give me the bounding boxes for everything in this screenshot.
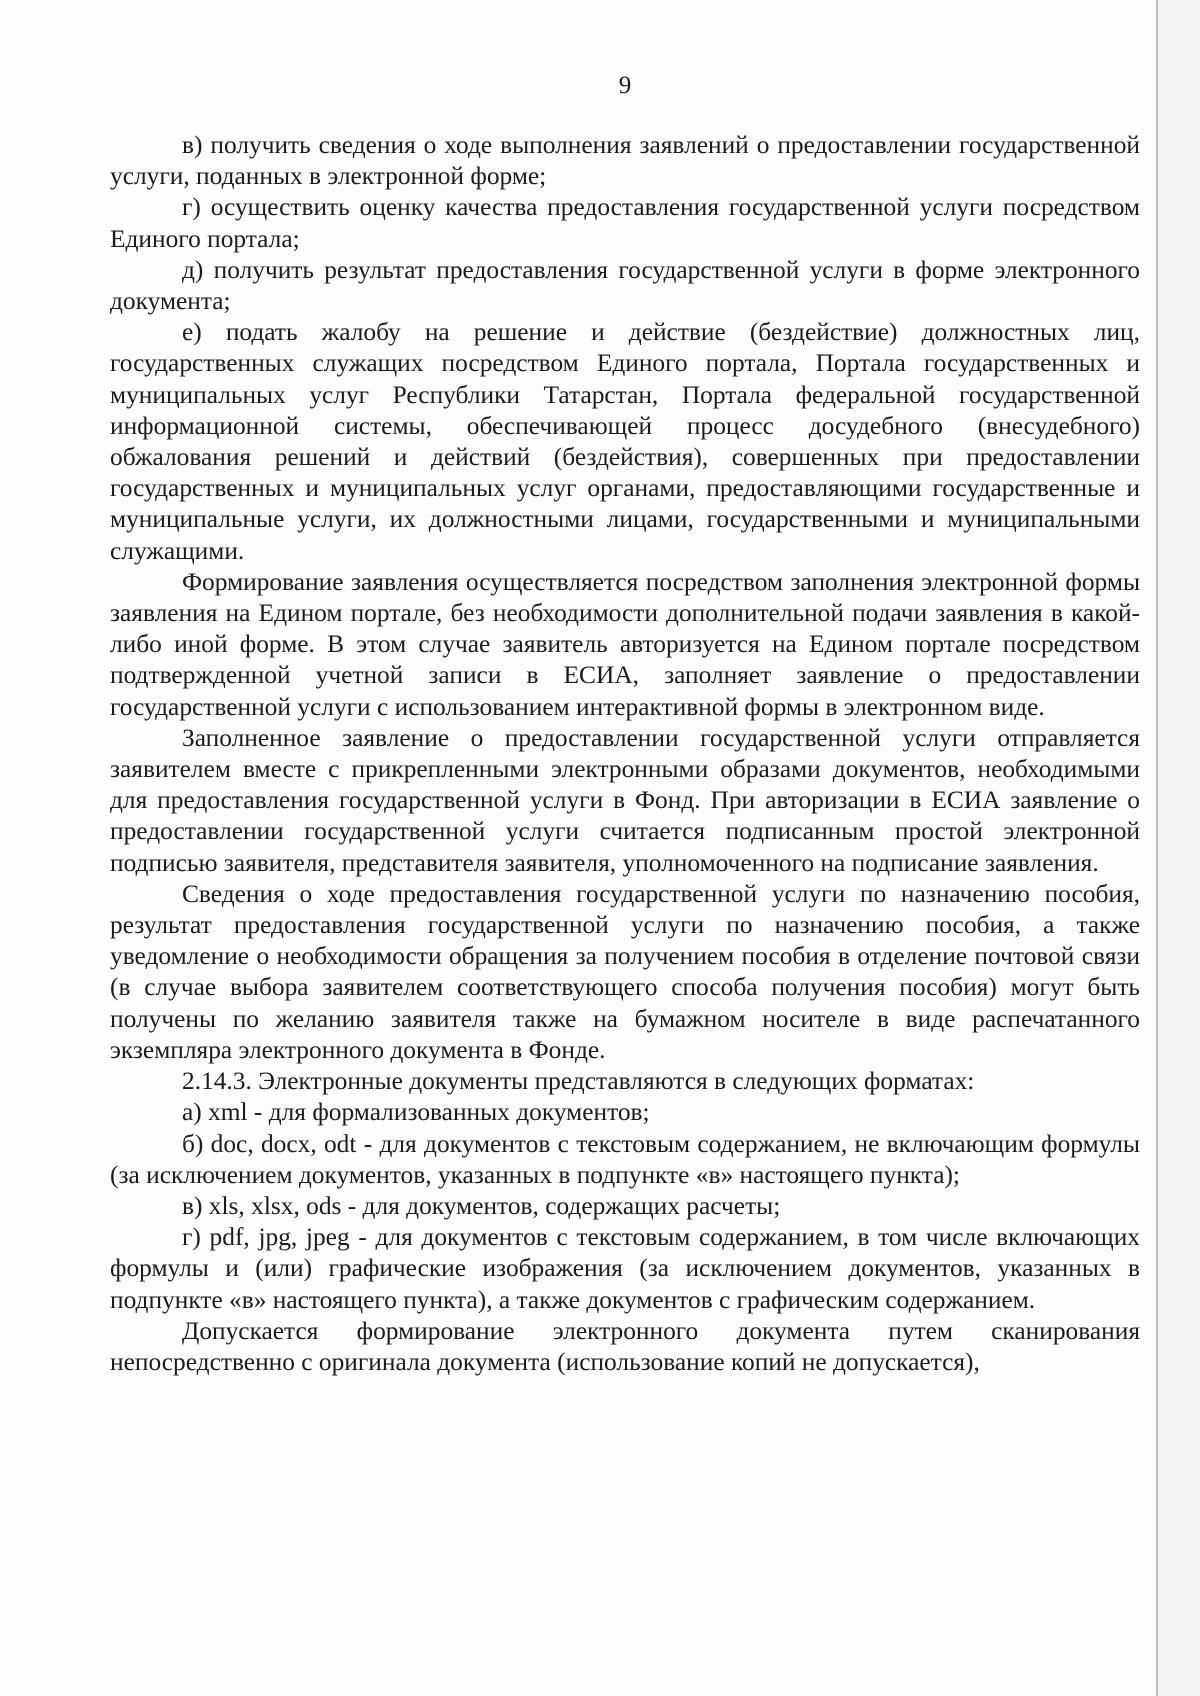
paragraph-application-forming: Формирование заявления осуществляется посредством заполнения электронной формы заявления на Едином портале, без необходимости дополнительной подачи заявления в какой-либо иной форме. В этом случае заявитель авторизуется на Едином портале посредством подтвержденной учетной записи в ЕСИА, заполняет заявление о предоставлении государственной услуги с использованием интерактивной формы в электронном виде.	[110, 567, 1140, 721]
paragraph-application-sending: Заполненное заявление о предоставлении государственной услуги отправляется заявителем вместе с прикрепленными электронными образами документов, необходимыми для предоставления государственной услуги в Фонд. При авторизации в ЕСИА заявление о предоставлении государственной услуги считается подписанным простой электронной подписью заявителя, представителя заявителя, уполномоченного на подписание заявления.	[110, 723, 1140, 877]
paragraph-item-v: в) получить сведения о ходе выполнения заявлений о предоставлении государственной услуги, поданных в электронной форме;	[110, 131, 1140, 191]
paragraph-scanning: Допускается формирование электронного документа путем сканирования непосредственно с оригинала документа (использование копий не допускается),	[110, 1316, 1140, 1376]
document-body	[110, 130, 1140, 1378]
paragraph-format-b: б) doc, docx, odt - для документов с текстовым содержанием, не включающим формулы (за исключением документов, указанных в подпункте «в» настоящего пункта);	[110, 1129, 1140, 1189]
paragraph-format-a: а) xml - для формализованных документов;	[182, 1098, 650, 1127]
page-edge-line	[1156, 0, 1158, 1696]
paragraph-format-g: г) pdf, jpg, jpeg - для документов с текстовым содержанием, в том числе включающих формулы и (или) графические изображения (за исключением документов, указанных в подпункте «в» настоящего пункта), а также документов с графическим содержанием.	[110, 1223, 1140, 1314]
paragraph-section-2-14-3: 2.14.3. Электронные документы представляются в следующих форматах:	[182, 1067, 975, 1096]
paragraph-format-v: в) xls, xlsx, ods - для документов, содержащих расчеты;	[182, 1191, 781, 1220]
page-number: 9	[618, 72, 632, 99]
page-edge-shadow	[1158, 0, 1200, 1696]
paragraph-item-g: г) осуществить оценку качества предоставления государственной услуги посредством Единого портала;	[110, 193, 1140, 253]
paragraph-item-d: д) получить результат предоставления государственной услуги в форме электронного документа;	[110, 255, 1140, 316]
paragraph-item-e: е) подать жалобу на решение и действие (бездействие) должностных лиц, государственных служащих посредством Единого портала, Портала государственных и муниципальных услуг Республики Татарстан, Портала федеральной государственной информационной системы, обеспечивающей процесс досудебного (внесудебного) обжалования решений и действий (бездействия), совершенных при предоставлении государственных и муниципальных услуг органами, предоставляющими государственные и муниципальные услуги, их должностными лицами, государственными и муниципальными служащими.	[110, 318, 1140, 565]
paragraph-service-info: Сведения о ходе предоставления государственной услуги по назначению пособия, результат предоставления государственной услуги по назначению пособия, а также уведомление о необходимости обращения за получением пособия в отделение почтовой связи (в случае выбора заявителем соответствующего способа получения пособия) могут быть получены по желанию заявителя также на бумажном носителе в виде распечатанного экземпляра электронного документа в Фонде.	[110, 879, 1140, 1064]
